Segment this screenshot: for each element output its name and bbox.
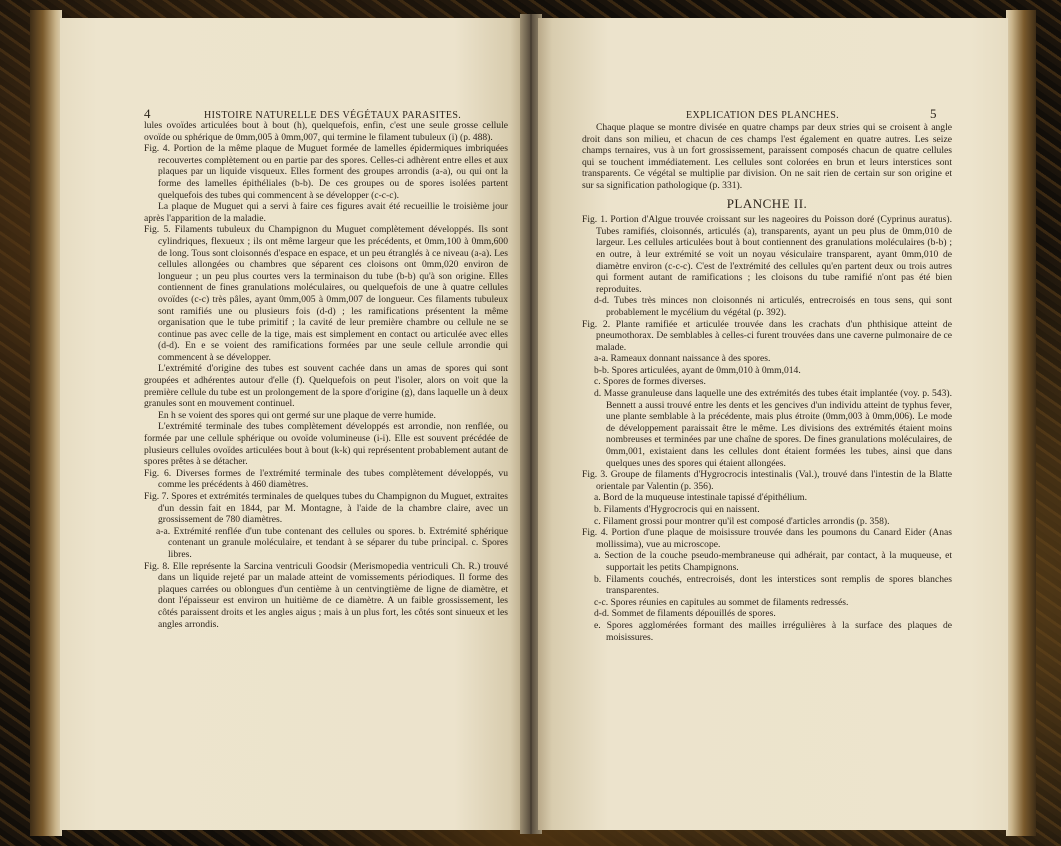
running-head-left: HISTOIRE NATURELLE DES VÉGÉTAUX PARASITES. [204, 110, 462, 121]
figure-subitem: b-b. Spores articulées, ayant de 0mm,010 à 0mm,014. [594, 364, 801, 376]
figure-subitem: a. Bord de la muqueuse intestinale tapissé d'épithélium. [594, 492, 808, 504]
figure-subitem: c-c. Spores réunies en capitules au sommet de filaments redressés. [594, 596, 849, 608]
right-page [538, 18, 1008, 830]
paragraph: En h se voient des spores qui ont germé sur une plaque de verre humide. [158, 409, 436, 421]
figure-subitem: a-a. Rameaux donnant naissance à des spores. [594, 353, 771, 365]
figure-subitem: d-d. Tubes très minces non cloisonnés ni articulés, entrecroisés en tous sens, qui sont probablement le mycélium du végétal (p. 392). [594, 295, 952, 318]
figure-caption: Fig. 1. Portion d'Algue trouvée croissant sur les nageoires du Poisson doré (Cyprinus auratus). Tubes ramifiés, cloisonnés, articulés (a), transparents, ayant un peu plus de 0mm,010 de largeur. Les cellules articulées bout à bout contiennent des granulations moléculaires (b-b) ; en outre, à leur extrémité se voit un noyau vésiculaire transparent, ayant 0mm,010 de diamètre environ (c-c-c). C'est de l'extrémité des cellules qu'en partent deux ou trois autres qui forment autant de ramifications ; les cloisons du tube ramifié n'ont pas été bien reproduites. [582, 214, 952, 295]
left-page [60, 18, 524, 830]
figure-caption: Fig. 3. Groupe de filaments d'Hygrocrocis intestinalis (Val.), trouvé dans l'intestin de la Blatte orientale par Valentin (p. 356). [582, 469, 952, 492]
figure-subitem: c. Filament grossi pour montrer qu'il est composé d'articles arrondis (p. 358). [594, 515, 890, 527]
right-page-edge [1006, 10, 1036, 836]
figure-caption: Fig. 4. Portion d'une plaque de moisissure trouvée dans les poumons du Canard Eider (Anas mollissima), vue au microscope. [582, 527, 952, 550]
right-body-text [582, 122, 952, 643]
page-number-left: 4 [144, 106, 151, 121]
figure-caption: Fig. 6. Diverses formes de l'extrémité terminale des tubes complètement développés, vu comme les précédents à 460 diamètres. [144, 467, 508, 491]
figure-subitem: a. Section de la couche pseudo-membraneuse qui adhérait, par contact, à la muqueuse, et supportait les petits Champignons. [594, 550, 952, 573]
figure-subitem: d-d. Sommet de filaments dépouillés de spores. [594, 608, 776, 620]
paragraph: Chaque plaque se montre divisée en quatre champs par deux stries qui se croisent à angle droit dans son milieu, et chacun de ces champs l'est également en quatre autres. Les seize champs ternaires, vus à un fort grossissement, paraissent composés chacun de quatre cellules qui se touchent immédiatement. Les cellules sont colorées en brun et leurs interstices sont transparents. Ce végétal se multiplie par division. On ne sait rien de certain sur son origine et sur sa signification pathologique (p. 331). [582, 122, 952, 191]
left-page-edge [30, 10, 62, 836]
running-head-right: EXPLICATION DES PLANCHES. [686, 110, 840, 121]
paragraph: L'extrémité d'origine des tubes est souvent cachée dans un amas de spores qui sont groupées et adhérentes autour d'elle (f). Quelquefois on peut l'isoler, alors on voit que la première cellule du tube est un prolongement de la spore d'origine (g), dans laquelle un à deux granules sont en mouvement continuel. [144, 363, 508, 410]
figure-subitem: d. Masse granuleuse dans laquelle une des extrémités des tubes était implantée (voy. p. 543). Bennett a aussi trouvé entre les dents et les gencives d'un individu atteint de typhus fever, une plante semblable à la précédente, mais plus étroite (0mm,003 à 0mm,006). Le mode de développement paraissait être le même. Les divisions des extrémités étaient moins nombreuses et terminées par une chaîne de spores. De fines granulations moléculaires, de 0mm,001, existaient dans les cellules dont étaient formées les tubes, ainsi que dans quelques unes des spores qui étaient allongées. [594, 388, 952, 469]
paragraph: La plaque de Muguet qui a servi à faire ces figures avait été recueillie le troisième jour après l'apparition de la maladie. [144, 201, 508, 224]
figure-subitem: e. Spores agglomérées formant des mailles irrégulières à la surface des plaques de moisissures. [594, 619, 952, 643]
figure-subitem: c. Spores de formes diverses. [594, 376, 706, 388]
figure-caption: Fig. 5. Filaments tubuleux du Champignon du Muguet complètement développés. Ils sont cylindriques, flexueux ; ils ont même largeur que les précédents, et 0mm,100 à 0mm,600 de long. Tous sont cloisonnés d'espace en espace, et un peu étranglés à ce niveau (a-a). Les cellules allongées ou chambres que séparent ces cloisons ont 0mm,020 environ de longueur ; un peu plus courtes vers la terminaison du tube (b-b) qu'à son origine. Elles contiennent de fines granulations moléculaires, ou quelquefois de une à quatre cellules ovoïdes (c-c) très pâles, ayant 0mm,005 à 0mm,007 de longueur. Ces filaments tubuleux sont ramifiés une ou plusieurs fois (d-d) ; les ramifications présentent la même organisation que le tube primitif ; la cavité de leur première chambre ou cellule ne se continue pas avec celle de la tige, mais est simplement en contact ou articulée avec elles (d-d). En e se voient des ramifications formées par une seule cellule arrondie qui commencent à se développer. [144, 224, 508, 363]
paragraph: L'extrémité terminale des tubes complètement développés est arrondie, non renflée, ou formée par une cellule sphérique ou ovoïde volumineuse (i-i). Elle est souvent précédée de plusieurs cellules ovoïdes articulées bout à bout (k-k) qui représentent probablement autant de spores prêtes à se détacher. [144, 421, 508, 468]
page-number-right: 5 [930, 106, 937, 121]
figure-caption: Fig. 4. Portion de la même plaque de Muguet formée de lamelles épidermiques imbriquées recouvertes complètement ou en partie par des spores. Celles-ci adhèrent entre elles et aux plaques par un liquide visqueux. Elles forment des groupes arrondis (a-a), ou qui ont la forme des lamelles épithéliales (b-b). De ces groupes ou de spores isolées partent quelquefois des tubes qui commencent à se développer (c-c-c). [144, 143, 508, 201]
figure-subitem: b. Filaments d'Hygrocrocis qui en naissent. [594, 504, 760, 515]
figure-subitem: b. Filaments couchés, entrecroisés, dont les interstices sont remplis de spores blanches transparentes. [594, 573, 952, 597]
figure-caption: Fig. 8. Elle représente la Sarcina ventriculi Goodsir (Merismopedia ventriculi Ch. R.) trouvé dans un liquide rejeté par un malade atteint de vomissements périodiques. Il forme des plaques carrées ou oblongues d'un centième à un centvingtième de ligne de diamètre, et dont l'épaisseur est environ un huitième de ce diamètre. A un faible grossissement, les côtés paraissent droits et les angles aigus ; mais à un plus fort, les côtés sont sinueux et les angles arrondis. [144, 560, 508, 630]
figure-caption: Fig. 7. Spores et extrémités terminales de quelques tubes du Champignon du Muguet, extraites d'un dessin fait en 1844, par M. Montagne, à l'aide de la chambre claire, avec un grossissement de 780 diamètres. [144, 491, 508, 526]
figure-subitem: a-a. Extrémité renflée d'un tube contenant des cellules ou spores. b. Extrémité sphérique contenant un granule moléculaire, et tendant à se séparer du tube principal. c. Spores libres. [156, 525, 508, 560]
figure-caption: Fig. 2. Plante ramifiée et articulée trouvée dans les crachats d'un phthisique atteint de pneumothorax. De semblables à celles-ci furent trouvées dans une caverne pulmonaire de ce malade. [582, 318, 952, 353]
paragraph: lules ovoïdes articulées bout à bout (h), quelquefois, enfin, c'est une seule grosse cellule ovoïde ou sphérique de 0mm,005 à 0mm,007, qui termine le filament tubuleux (i) (p. 488). [144, 120, 508, 143]
plate-title: PLANCHE II. [726, 195, 808, 211]
left-body-text [144, 120, 508, 630]
